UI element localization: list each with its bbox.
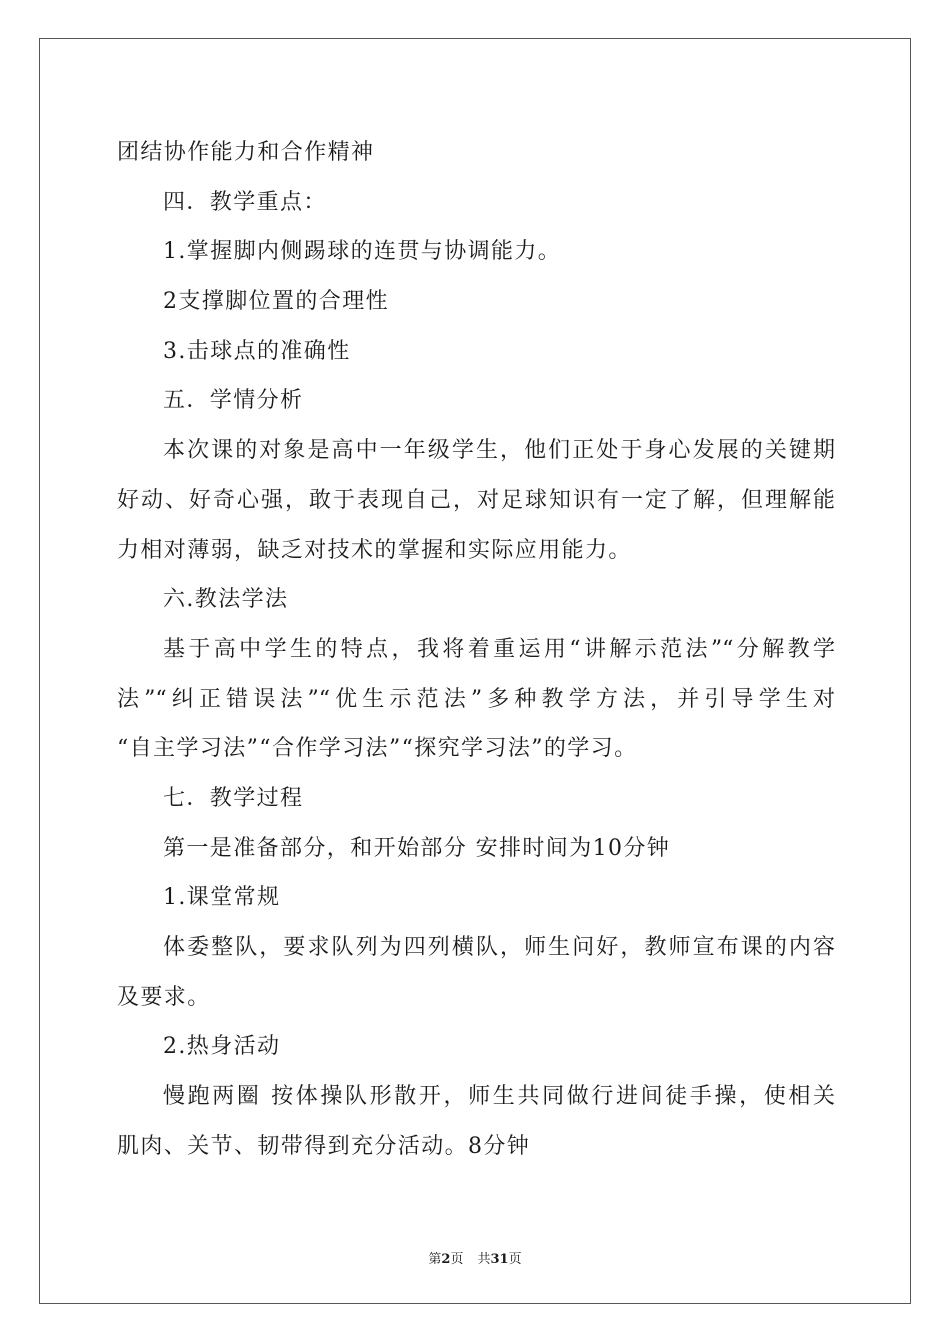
text-line: 2支撑脚位置的合理性 <box>163 289 389 315</box>
text-line: 好动、好奇心强，敢于表现自己，对足球知识有一定了解，但理解能 <box>117 487 835 513</box>
text-line: 法”“纠正错误法”“优生示范法”多种教学方法，并引导学生对 <box>117 686 835 712</box>
text-line: 本次课的对象是高中一年级学生，他们正处于身心发展的关键期 <box>163 438 835 464</box>
text-line: 七．教学过程 <box>163 785 304 811</box>
text-line: 团结协作能力和合作精神 <box>117 140 375 165</box>
text-line: 六.教法学法 <box>163 587 289 613</box>
text-line: 基于高中学生的特点，我将着重运用“讲解示范法”“分解教学 <box>163 636 835 662</box>
text-line: 力相对薄弱，缺乏对技术的掌握和实际应用能力。 <box>117 537 632 563</box>
text-line: 体委整队，要求队列为四列横队，师生问好，教师宣布课的内容 <box>163 935 835 960</box>
text-line: 1.掌握脚内侧踢球的连贯与协调能力。 <box>163 239 562 265</box>
text-line: 第一是准备部分，和开始部分 安排时间为10分钟 <box>163 835 671 861</box>
footer-total-prefix: 共 <box>477 1252 491 1267</box>
footer-total-pages: 31 <box>490 1252 509 1267</box>
footer-page-prefix: 第 <box>428 1252 442 1267</box>
text-line: 1.课堂常规 <box>163 885 281 911</box>
document-body <box>117 128 835 1171</box>
text-line: 五．学情分析 <box>163 388 304 414</box>
text-line: 慢跑两圈 按体操队形散开，师生共同做行进间徒手操，使相关 <box>163 1084 835 1110</box>
footer-total-suffix: 页 <box>508 1252 522 1267</box>
text-line: 2.热身活动 <box>163 1034 281 1060</box>
text-line: 3.击球点的准确性 <box>163 338 351 364</box>
text-line: 肌肉、关节、韧带得到充分活动。8分钟 <box>117 1133 531 1159</box>
footer-page-suffix: 页 <box>450 1252 464 1267</box>
page-footer <box>0 1248 950 1267</box>
text-line: 四．教学重点： <box>163 189 327 215</box>
text-line: 及要求。 <box>117 984 211 1010</box>
text-line: “自主学习法”“合作学习法”“探究学习法”的学习。 <box>117 736 638 762</box>
footer-page-number: 2 <box>441 1252 451 1267</box>
